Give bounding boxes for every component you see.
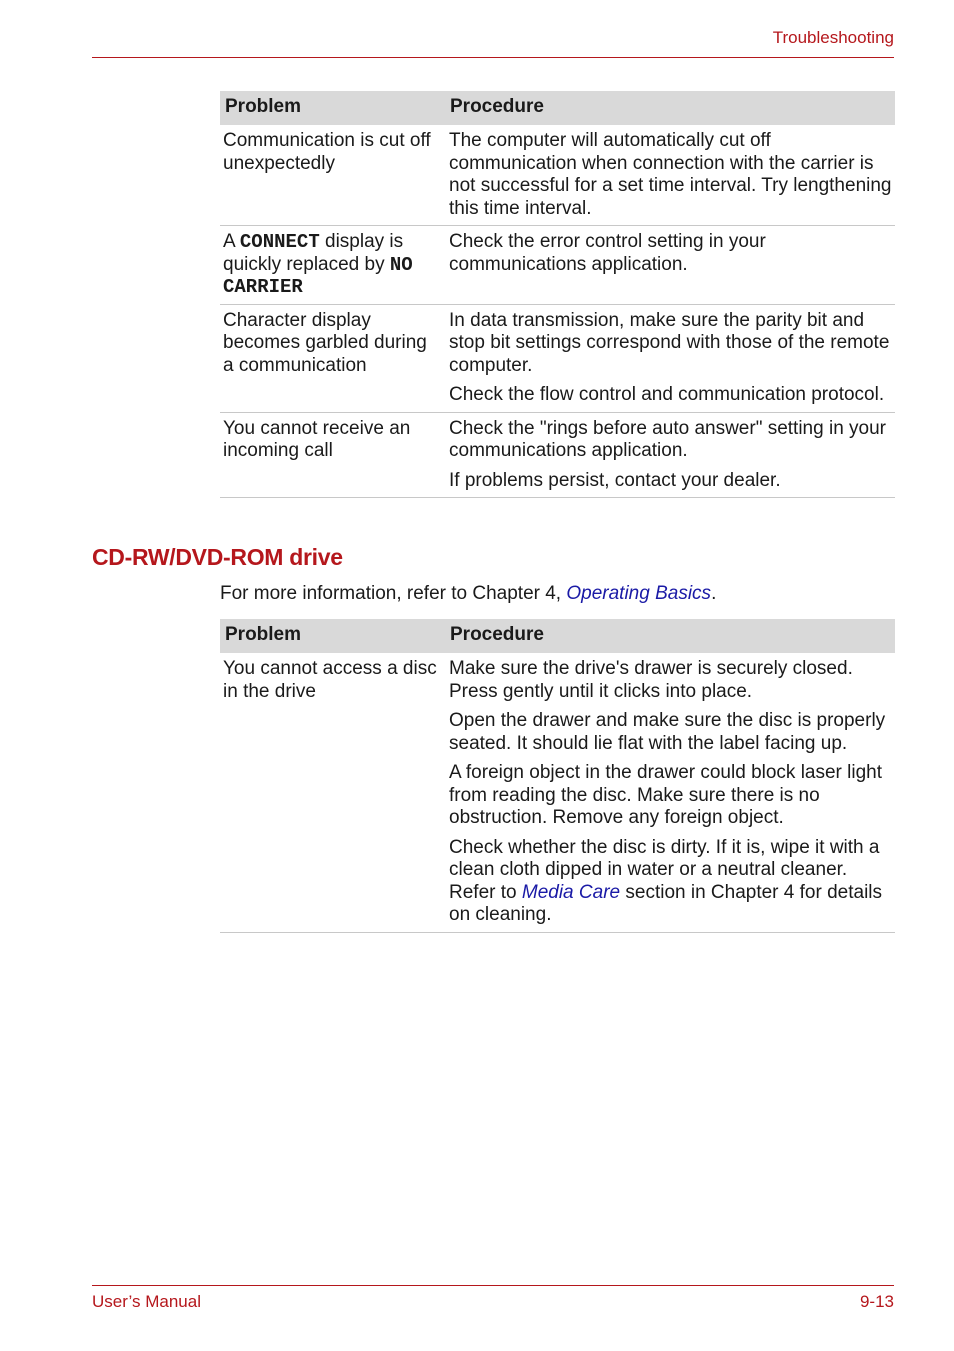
code-connect: CONNECT bbox=[239, 231, 320, 253]
drive-problems-table bbox=[220, 619, 895, 933]
procedure-cell bbox=[445, 653, 895, 932]
procedure-text-part: Check whether the disc is dirty. If it is, wipe it with a clean cloth dipped in water or a neutral cleaner. Refer to bbox=[449, 836, 880, 903]
column-header-procedure: Procedure bbox=[445, 619, 895, 653]
procedure-cell bbox=[445, 226, 895, 305]
intro-text-end: . bbox=[711, 583, 717, 604]
running-header-section: Troubleshooting bbox=[772, 28, 894, 47]
page-header bbox=[92, 0, 894, 58]
problem-text: A bbox=[223, 231, 240, 252]
section-heading: CD-RW/DVD-ROM drive bbox=[92, 544, 343, 570]
procedure-text: A foreign object in the drawer could block laser light from reading the disc. Make sure there is no obstruction. Remove any foreign object. bbox=[449, 762, 883, 828]
table-row bbox=[220, 304, 895, 412]
problem-cell: You cannot access a disc in the drive bbox=[220, 653, 445, 932]
procedure-text: Make sure the drive's drawer is securely closed. Press gently until it clicks into place. bbox=[449, 658, 853, 702]
procedure-cell bbox=[445, 125, 895, 226]
problem-cell: Character display becomes garbled during a communication bbox=[220, 304, 445, 412]
procedure-text: If problems persist, contact your dealer. bbox=[449, 469, 781, 491]
table-header-row bbox=[220, 91, 895, 125]
procedure-text: Open the drawer and make sure the disc is properly seated. It should lie flat with the label facing up. bbox=[449, 710, 886, 754]
procedure-text-part: section in Chapter 4 for details on cleaning. bbox=[449, 881, 883, 925]
procedure-cell bbox=[445, 412, 895, 498]
procedure-text: Check the "rings before auto answer" setting in your communications application. bbox=[449, 417, 886, 461]
table-row bbox=[220, 125, 895, 226]
problem-cell: You cannot receive an incoming call bbox=[220, 412, 445, 498]
table-row bbox=[220, 653, 895, 932]
procedure-text bbox=[449, 837, 893, 927]
column-header-problem: Problem bbox=[220, 619, 445, 653]
page-footer bbox=[92, 1285, 894, 1311]
table-row bbox=[220, 412, 895, 498]
code-no-carrier: NO CARRIER bbox=[223, 253, 413, 298]
table-header-row bbox=[220, 619, 895, 653]
column-header-problem: Problem bbox=[220, 91, 445, 125]
column-header-procedure: Procedure bbox=[445, 91, 895, 125]
procedure-text: Check the flow control and communication protocol. bbox=[449, 384, 885, 405]
procedure-cell bbox=[445, 304, 895, 412]
modem-problems-table bbox=[220, 91, 895, 498]
intro-text: For more information, refer to Chapter 4, bbox=[220, 583, 567, 604]
procedure-text: Check the error control setting in your communications application. bbox=[449, 231, 766, 275]
procedure-text: In data transmission, make sure the parity bit and stop bit settings correspond with those of the remote computer. bbox=[449, 309, 890, 376]
procedure-text: The computer will automatically cut off communication when connection with the carrier is not successful for a set time interval. Try lengthening this time interval. bbox=[449, 130, 892, 219]
page-number: 9-13 bbox=[859, 1292, 894, 1311]
problem-cell: Communication is cut off unexpectedly bbox=[220, 125, 445, 226]
problem-text: display is quickly replaced by bbox=[223, 231, 404, 275]
footer-manual-title: User’s Manual bbox=[92, 1292, 201, 1311]
table-row bbox=[220, 226, 895, 305]
problem-cell bbox=[220, 226, 445, 305]
media-care-link[interactable]: Media Care bbox=[521, 881, 621, 903]
operating-basics-link[interactable]: Operating Basics bbox=[566, 583, 712, 604]
section-intro bbox=[220, 583, 716, 605]
